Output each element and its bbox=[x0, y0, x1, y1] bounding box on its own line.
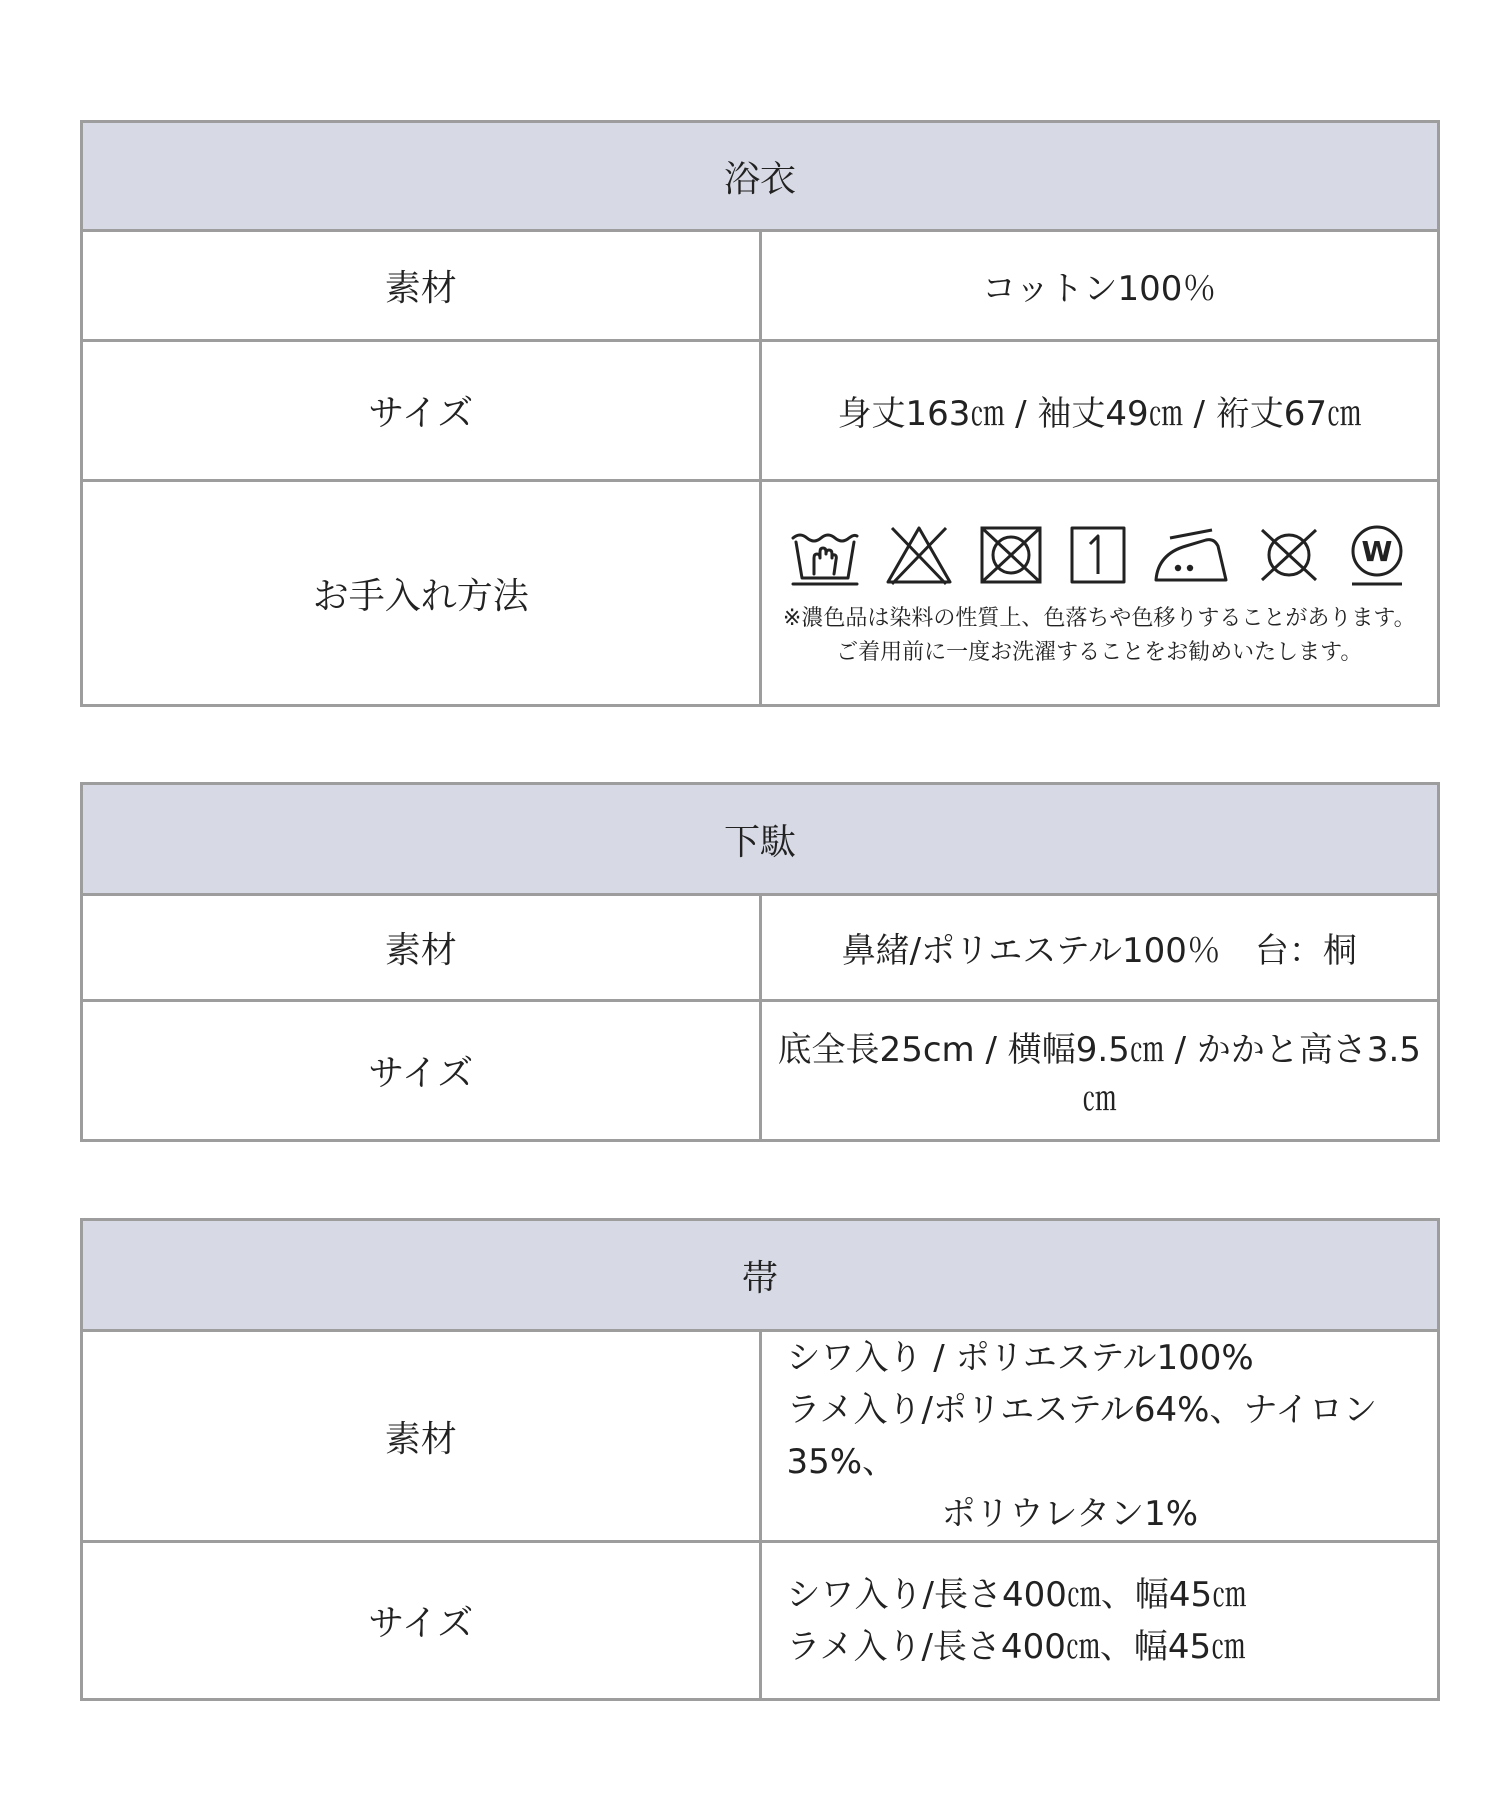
geta-size-label: サイズ bbox=[82, 1001, 761, 1141]
wet-clean-letter: W bbox=[1361, 535, 1393, 568]
no-dry-clean-icon bbox=[1256, 524, 1322, 586]
obi-size-value bbox=[760, 1542, 1439, 1700]
yukata-size-value: 身丈163㎝ / 袖丈49㎝ / 裄丈67㎝ bbox=[760, 341, 1439, 481]
geta-material-value: 鼻緒/ポリエステル100％ 台：桐 bbox=[760, 895, 1439, 1001]
wet-clean-icon bbox=[1346, 522, 1408, 588]
obi-header bbox=[82, 1220, 1439, 1331]
obi-material-label: 素材 bbox=[82, 1331, 761, 1542]
obi-material-line-2: ラメ入り/ポリエステル64%、ナイロン35%、 bbox=[786, 1390, 1378, 1482]
drip-dry-icon bbox=[1068, 524, 1128, 586]
yukata-care-label: お手入れ方法 bbox=[82, 481, 761, 706]
obi-table bbox=[80, 1218, 1440, 1701]
yukata-size-label: サイズ bbox=[82, 341, 761, 481]
iron-low-icon bbox=[1152, 524, 1232, 586]
no-bleach-icon bbox=[884, 524, 954, 586]
geta-header bbox=[82, 784, 1439, 895]
obi-size-line-2: ラメ入り/長さ400㎝、幅45㎝ bbox=[786, 1626, 1246, 1667]
yukata-care-cell bbox=[760, 481, 1439, 706]
obi-size-label: サイズ bbox=[82, 1542, 761, 1700]
obi-material-line-1: シワ入り / ポリエステル100% bbox=[786, 1338, 1254, 1378]
yukata-title: 浴衣 bbox=[723, 158, 796, 200]
obi-title: 帯 bbox=[741, 1257, 778, 1299]
obi-material-line-3: ポリウレタン1% bbox=[941, 1494, 1199, 1534]
geta-title: 下駄 bbox=[723, 821, 796, 863]
yukata-material-value: コットン100％ bbox=[760, 231, 1439, 341]
care-note-line-1: ※濃色品は染料の性質上、色落ちや色移りすることがあります。 bbox=[782, 606, 1416, 631]
geta-table bbox=[80, 782, 1440, 1142]
geta-size-value: 底全長25cm / 横幅9.5㎝ / かかと高さ3.5㎝ bbox=[760, 1001, 1439, 1141]
no-tumble-dry-icon bbox=[978, 524, 1044, 586]
yukata-material-label: 素材 bbox=[82, 231, 761, 341]
geta-material-label: 素材 bbox=[82, 895, 761, 1001]
obi-material-value bbox=[760, 1331, 1439, 1542]
care-icons-row bbox=[762, 522, 1438, 588]
care-note bbox=[762, 602, 1438, 670]
care-note-line-2: ご着用前に一度お洗濯することをお勧めいたします。 bbox=[836, 640, 1363, 665]
yukata-header bbox=[82, 122, 1439, 231]
hand-wash-icon bbox=[790, 524, 860, 586]
obi-size-line-1: シワ入り/長さ400㎝、幅45㎝ bbox=[786, 1574, 1247, 1615]
yukata-table bbox=[80, 120, 1440, 707]
